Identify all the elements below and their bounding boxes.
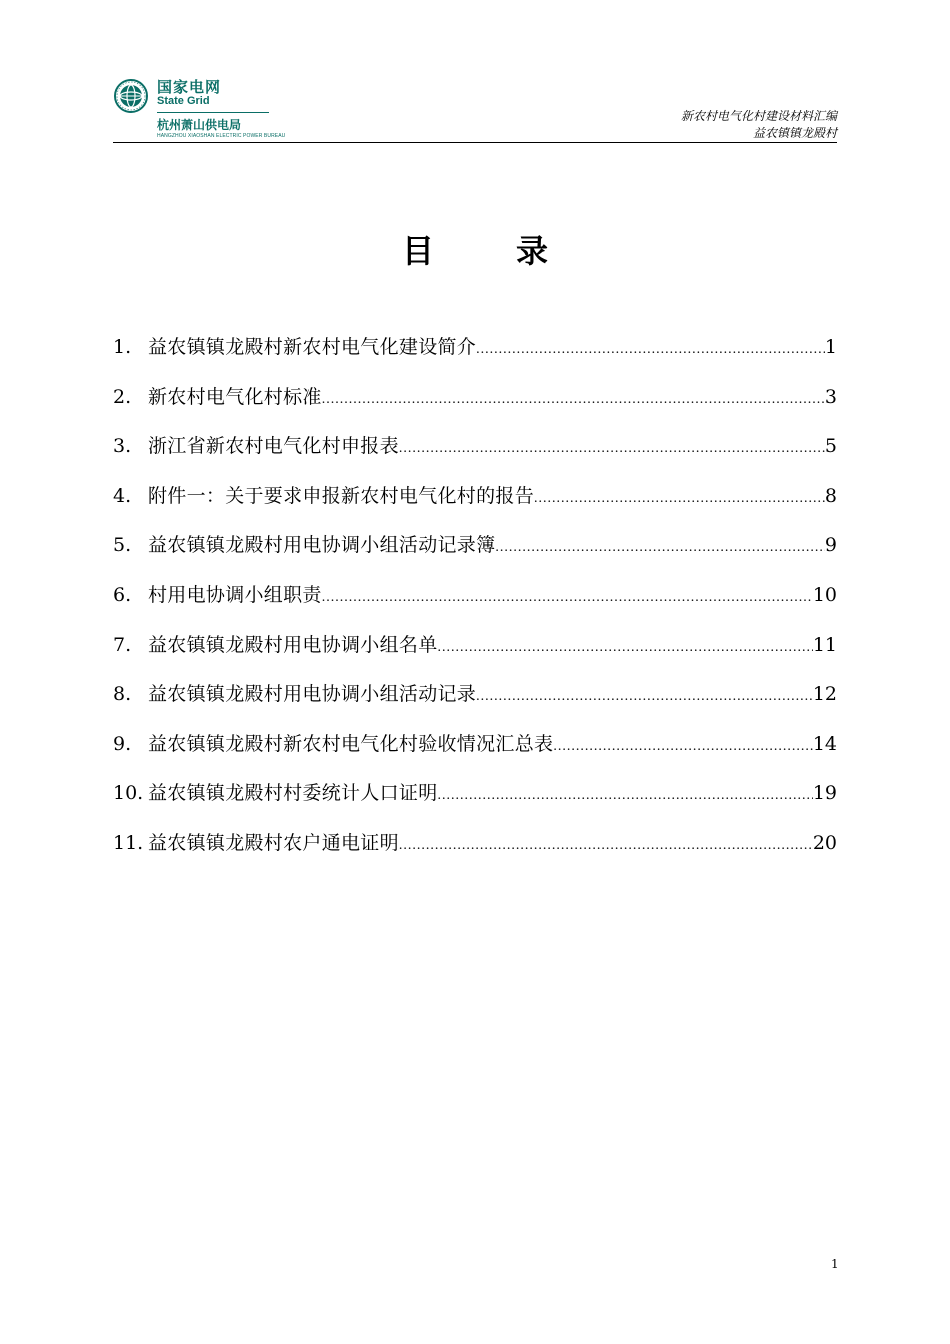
toc-entry[interactable] <box>113 631 837 681</box>
state-grid-logo <box>113 72 286 142</box>
toc-entry-page-number: 5 <box>824 435 837 458</box>
page-header <box>113 72 837 144</box>
toc-dot-leader <box>476 683 813 711</box>
state-grid-globe-icon <box>113 78 149 114</box>
header-document-title: 新农村电气化村建设材料汇编 <box>680 109 837 123</box>
toc-entry-title: 益农镇镇龙殿村用电协调小组名单 <box>148 633 438 656</box>
toc-entry-title: 益农镇镇龙殿村新农村电气化村验收情况汇总表 <box>148 732 554 755</box>
toc-entry[interactable] <box>113 432 837 482</box>
page-number: 1 <box>831 1257 839 1271</box>
toc-entry-title: 益农镇镇龙殿村用电协调小组活动记录簿 <box>148 534 496 557</box>
toc-dot-leader <box>476 336 825 364</box>
toc-entry[interactable] <box>113 531 837 581</box>
toc-entry-number: 2. <box>113 385 132 408</box>
toc-entry-title: 益农镇镇龙殿村新农村电气化建设简介 <box>148 336 477 358</box>
toc-entry[interactable] <box>113 779 837 829</box>
toc-entry-title: 益农镇镇龙殿村用电协调小组活动记录 <box>148 683 477 706</box>
toc-entry-title: 新农村电气化村标准 <box>148 385 322 408</box>
toc-dot-leader <box>553 733 813 761</box>
header-document-subtitle: 益农镇镇龙殿村 <box>752 126 837 140</box>
toc-entry-page-number: 3 <box>824 385 837 408</box>
toc-entry-page-number: 12 <box>812 683 837 706</box>
logo-chinese-name: 国家电网 <box>157 78 222 96</box>
toc-entry-title: 附件一：关于要求申报新农村电气化村的报告 <box>148 484 535 507</box>
toc-entry-number: 11. <box>113 831 144 854</box>
toc-dot-leader <box>438 782 813 810</box>
toc-entry[interactable] <box>113 680 837 730</box>
toc-entry[interactable] <box>113 482 837 532</box>
toc-entry-page-number: 20 <box>812 831 837 854</box>
header-document-info <box>681 108 837 142</box>
table-of-contents <box>113 333 837 879</box>
logo-bureau-english-name: HANGZHOU XIAOSHAN ELECTRIC POWER BUREAU <box>157 133 286 139</box>
toc-dot-leader <box>534 485 825 513</box>
toc-entry-page-number: 9 <box>824 534 837 557</box>
page-title <box>0 226 950 272</box>
toc-entry[interactable] <box>113 730 837 780</box>
toc-entry-number: 7. <box>113 633 132 656</box>
toc-entry-number: 1. <box>113 336 132 358</box>
page-title-char-2: 录 <box>516 232 549 270</box>
toc-entry-page-number: 10 <box>812 583 837 606</box>
toc-entry-page-number: 14 <box>812 732 837 755</box>
toc-entry-title: 益农镇镇龙殿村农户通电证明 <box>148 831 399 854</box>
toc-entry-page-number: 19 <box>812 782 837 805</box>
page-title-char-1: 目 <box>401 232 434 270</box>
toc-entry-page-number: 1 <box>824 336 837 358</box>
toc-entry-number: 9. <box>113 732 132 755</box>
toc-dot-leader <box>438 634 813 662</box>
header-rule <box>113 142 837 143</box>
logo-bureau-name: 杭州萧山供电局 <box>157 118 242 132</box>
toc-entry-title: 村用电协调小组职责 <box>148 583 322 606</box>
toc-entry-number: 4. <box>113 484 132 507</box>
toc-entry-number: 3. <box>113 435 132 458</box>
logo-divider <box>157 112 269 113</box>
toc-dot-leader <box>399 435 825 463</box>
toc-dot-leader <box>322 584 813 612</box>
toc-dot-leader <box>495 534 825 562</box>
toc-entry[interactable] <box>113 581 837 631</box>
toc-entry-page-number: 11 <box>812 633 837 656</box>
toc-entry[interactable] <box>113 383 837 433</box>
toc-entry-number: 5. <box>113 534 132 557</box>
toc-dot-leader <box>322 386 825 414</box>
toc-entry-number: 6. <box>113 583 132 606</box>
toc-entry[interactable] <box>113 333 837 383</box>
toc-entry-title: 益农镇镇龙殿村村委统计人口证明 <box>148 782 438 805</box>
logo-english-name: State Grid <box>157 95 210 107</box>
toc-dot-leader <box>399 832 813 860</box>
toc-entry-page-number: 8 <box>824 484 837 507</box>
toc-entry[interactable] <box>113 829 837 879</box>
toc-entry-number: 10. <box>113 782 144 805</box>
toc-entry-title: 浙江省新农村电气化村申报表 <box>148 435 399 458</box>
toc-entry-number: 8. <box>113 683 132 706</box>
